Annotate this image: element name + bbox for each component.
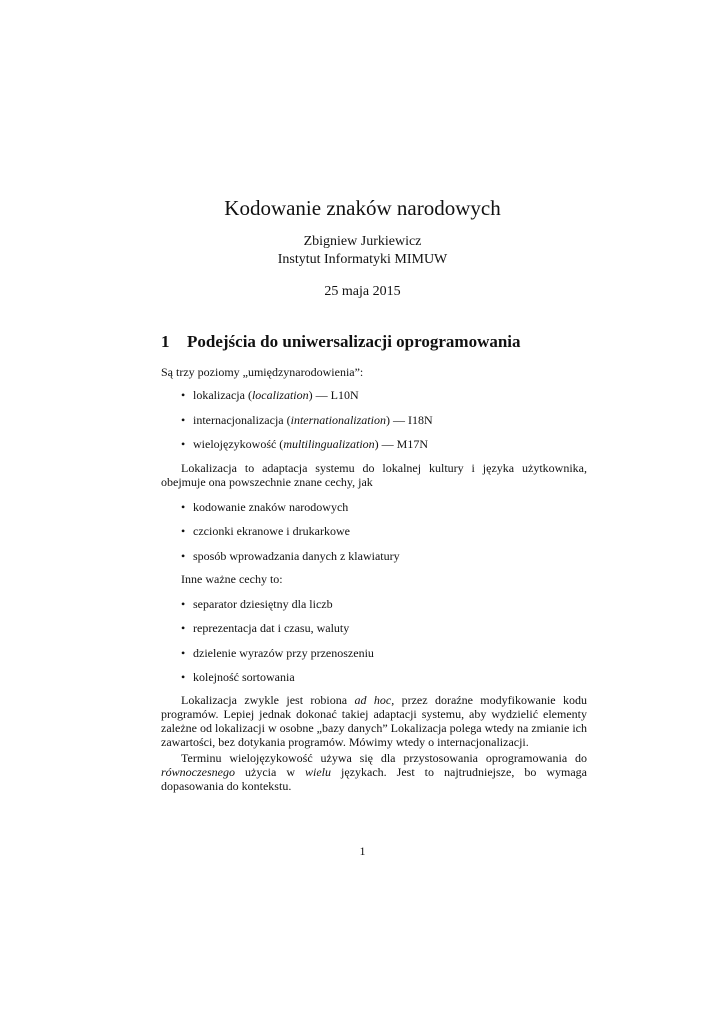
list-item: • internacjonalizacja (internationalization) — I18N — [181, 413, 433, 427]
bullet: • — [181, 437, 186, 451]
page-number: 1 — [359, 844, 366, 858]
body-paragraph: Terminu wielojęzykowość używa się dla przystosowania oprogramowania do równoczesnego użycia w wielu językach. Jest to najtrudniejsze, bo wymaga dopasowania do kontekstu. — [161, 751, 587, 793]
bullet: • — [181, 621, 186, 635]
document-title: Kodowanie znaków narodowych — [224, 196, 501, 220]
date: 25 maja 2015 — [324, 284, 401, 299]
list-item: • wielojęzykowość (multilingualization) — M17N — [181, 437, 428, 451]
bullet: • — [181, 597, 186, 611]
body-paragraph: Inne ważne cechy to: — [181, 572, 283, 586]
body-paragraph: Lokalizacja zwykle jest robiona ad hoc, przez doraźne modyfikowanie kodu programów. Lepiej jednak dokonać takiej adaptacji systemu, aby wydzielić elementy zależne od lokalizacji w osobne „bazy danych” Lokalizacja polega wtedy na zmianie ich zawartości, bez dotykania programów. Mówimy wtedy o internacjonalizacji. — [161, 693, 588, 749]
body-paragraph: Lokalizacja to adaptacja systemu do lokalnej kultury i języka użytkownika, obejmuje ona powszechnie znane cechy, jak — [161, 461, 587, 489]
section-heading — [161, 330, 521, 354]
list-item: • reprezentacja dat i czasu, waluty — [181, 621, 350, 635]
list-item: • separator dziesiętny dla liczb — [181, 597, 333, 611]
section-title: Podejścia do uniwersalizacji oprogramowania — [187, 332, 521, 351]
bullet: • — [181, 670, 186, 684]
bullet: • — [181, 524, 186, 538]
bullet: • — [181, 646, 186, 660]
section-number: 1 — [161, 332, 170, 351]
list-item: • dzielenie wyrazów przy przenoszeniu — [181, 646, 374, 660]
bullet: • — [181, 500, 186, 514]
affiliation: Instytut Informatyki MIMUW — [277, 252, 448, 267]
list-item: • sposób wprowadzania danych z klawiatury — [181, 549, 400, 563]
bullet: • — [181, 549, 186, 563]
list-item: • kodowanie znaków narodowych — [181, 500, 349, 514]
author: Zbigniew Jurkiewicz — [303, 234, 422, 249]
intro-paragraph: Są trzy poziomy „umiędzynarodowienia”: — [161, 365, 364, 379]
list-item: • kolejność sortowania — [181, 670, 295, 684]
bullet: • — [181, 388, 186, 402]
list-item: • czcionki ekranowe i drukarkowe — [181, 524, 350, 538]
bullet: • — [181, 413, 186, 427]
list-item: • lokalizacja (localization) — L10N — [181, 388, 359, 402]
